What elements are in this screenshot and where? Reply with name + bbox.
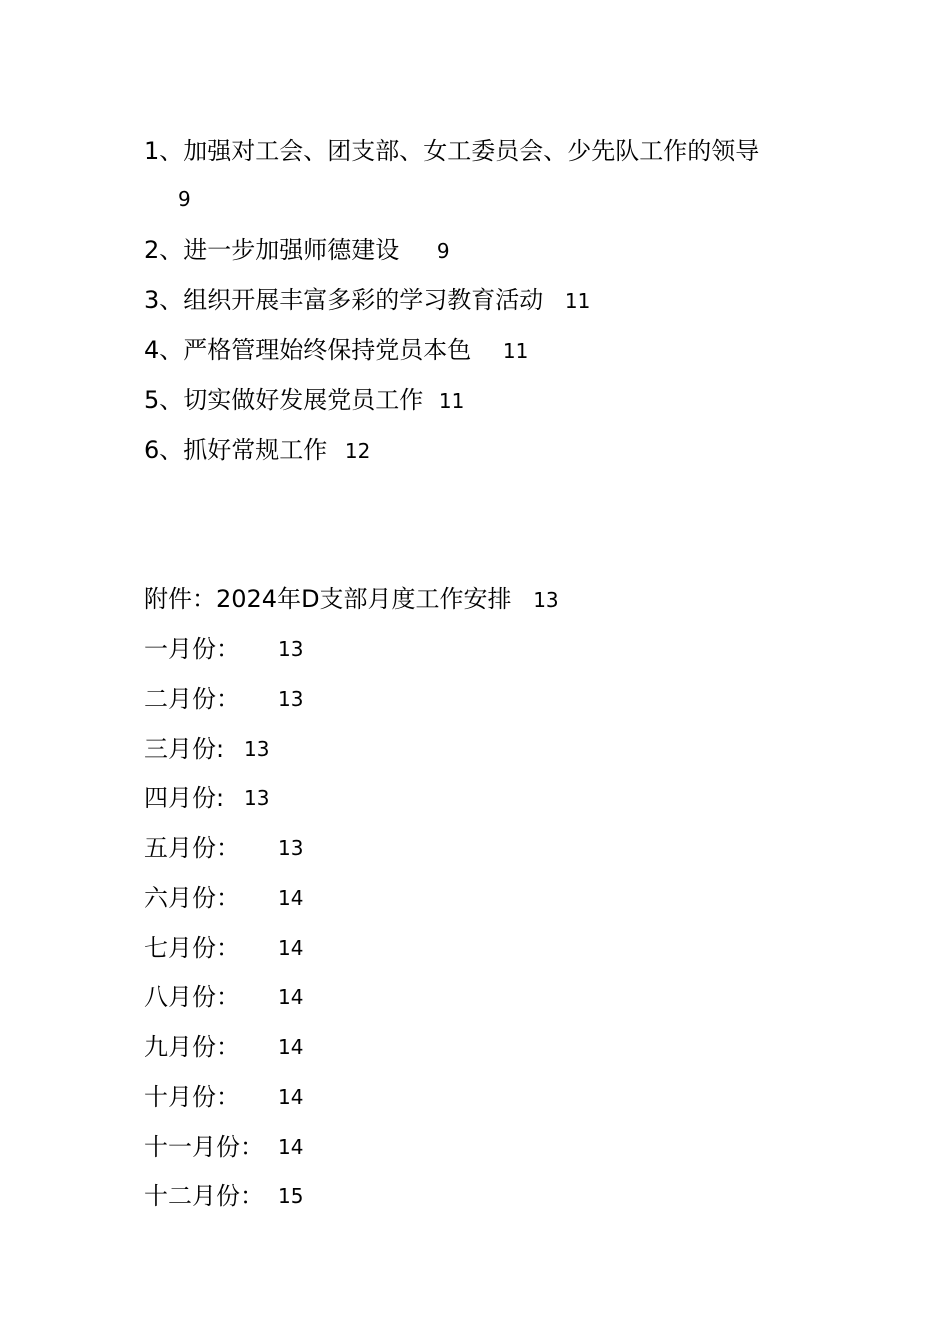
- toc-month-entry[interactable]: [144, 828, 304, 868]
- toc-entry-text: 十二月份：: [144, 1182, 264, 1210]
- toc-entry-text: 3、组织开展丰富多彩的学习教育活动: [144, 286, 544, 314]
- toc-entry-text: 五月份：: [144, 834, 240, 862]
- toc-entry-text: 三月份:: [144, 735, 225, 763]
- toc-entry-text: 1、加强对工会、团支部、女工委员会、少先队工作的领导: [144, 137, 760, 165]
- toc-month-entry[interactable]: [144, 928, 304, 968]
- toc-page-number: 14: [278, 936, 304, 960]
- toc-month-entry[interactable]: [144, 679, 304, 719]
- toc-page-number: 13: [244, 786, 270, 810]
- toc-page-number: 9: [178, 187, 191, 211]
- toc-entry-text: 一月份：: [144, 635, 240, 663]
- toc-entry-text: 二月份：: [144, 685, 240, 713]
- toc-entry-text: 5、切实做好发展党员工作: [144, 386, 424, 414]
- toc-page-number: 13: [278, 836, 304, 860]
- toc-entry[interactable]: [144, 230, 450, 270]
- toc-page-number: 13: [244, 737, 270, 761]
- toc-entry[interactable]: [144, 131, 759, 171]
- toc-entry-text: 九月份：: [144, 1033, 240, 1061]
- toc-entry[interactable]: [144, 380, 464, 420]
- toc-entry-text: 四月份:: [144, 784, 225, 812]
- toc-page-number: 13: [278, 687, 304, 711]
- toc-entry[interactable]: [144, 430, 370, 470]
- toc-page-number: 14: [278, 1035, 304, 1059]
- toc-month-entry[interactable]: [144, 729, 270, 769]
- toc-entry-text: 十月份：: [144, 1083, 240, 1111]
- toc-page-number: 11: [564, 289, 591, 313]
- toc-month-entry[interactable]: [144, 977, 304, 1017]
- toc-entry-text: 2、进一步加强师德建设: [144, 236, 400, 264]
- toc-entry-text: 6、抓好常规工作: [144, 436, 328, 464]
- toc-page-number: 9: [436, 239, 450, 263]
- toc-entry-text: 附件：2024年D支部月度工作安排: [144, 585, 512, 613]
- toc-month-entry[interactable]: [144, 1176, 304, 1216]
- toc-appendix-entry[interactable]: [144, 579, 559, 619]
- toc-page-number: 11: [438, 389, 465, 413]
- toc-month-entry[interactable]: [144, 1127, 304, 1167]
- toc-entry-text: 六月份：: [144, 884, 240, 912]
- toc-page-number: 13: [278, 637, 304, 661]
- toc-page-number: 13: [533, 588, 559, 612]
- toc-entry[interactable]: [144, 280, 590, 320]
- toc-page-number: 12: [344, 439, 371, 463]
- toc-entry-text: 七月份：: [144, 934, 240, 962]
- toc-month-entry[interactable]: [144, 778, 270, 818]
- toc-month-entry[interactable]: [144, 629, 304, 669]
- toc-month-entry[interactable]: [144, 878, 304, 918]
- toc-page-number: 11: [502, 339, 529, 363]
- toc-page-number: 14: [278, 886, 304, 910]
- toc-page-number: 15: [278, 1184, 304, 1208]
- toc-entry-text: 4、严格管理始终保持党员本色: [144, 336, 472, 364]
- toc-entry[interactable]: [144, 330, 528, 370]
- toc-page-number: 14: [278, 1085, 304, 1109]
- toc-page-number: 14: [278, 985, 304, 1009]
- toc-page-number: 14: [278, 1135, 304, 1159]
- toc-entry-text: 十一月份：: [144, 1133, 264, 1161]
- toc-month-entry[interactable]: [144, 1027, 304, 1067]
- toc-month-entry[interactable]: [144, 1077, 304, 1117]
- toc-entry-text: 八月份：: [144, 983, 240, 1011]
